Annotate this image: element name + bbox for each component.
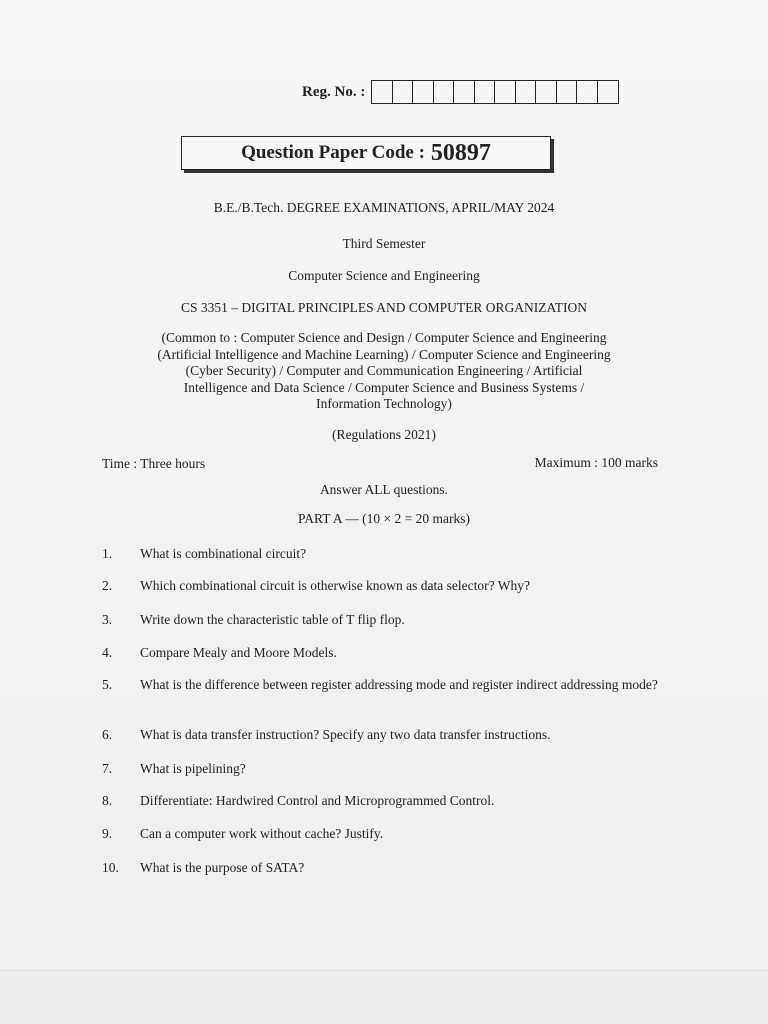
instruction: Answer ALL questions. [319,482,449,497]
question-number: 6. [102,727,113,742]
reg-no-box [536,81,557,103]
maximum-marks: Maximum : 100 marks [534,455,658,470]
question-text: What is the difference between register addressing mode and register indirect addressing mode? [140,677,658,692]
question-text: Which combinational circuit is otherwise known as data selector? Why? [140,578,530,593]
question-text: Write down the characteristic table of T flip flop. [140,612,405,627]
department: Computer Science and Engineering [288,268,480,283]
common-line: (Common to : Computer Science and Design / Computer Science and Engineering [161,330,607,345]
page-fold-line [0,970,768,971]
question-item [102,825,672,842]
reg-no-box [434,81,455,103]
question-item [102,792,672,809]
question-item [102,545,672,562]
question-text: Can a computer work without cache? Justify. [140,826,384,841]
question-text: What is the purpose of SATA? [140,860,305,875]
question-number: 5. [102,677,113,692]
semester: Third Semester [342,236,426,251]
regulations: (Regulations 2021) [332,427,436,442]
question-number: 10. [102,860,119,875]
question-item [102,726,672,743]
exam-title: B.E./B.Tech. DEGREE EXAMINATIONS, APRIL/MAY 2024 [213,200,555,215]
reg-no-label: Reg. No. : [302,83,366,100]
question-number: 1. [102,546,113,561]
reg-no-box [393,81,414,103]
question-item [102,644,672,661]
reg-no-box [454,81,475,103]
reg-no-box [557,81,578,103]
question-item [102,676,672,693]
question-item [102,577,672,594]
reg-no-field [302,80,619,104]
question-item [102,859,672,876]
part-a-heading: PART A — (10 × 2 = 20 marks) [298,511,470,526]
course-title: CS 3351 – DIGITAL PRINCIPLES AND COMPUTER ORGANIZATION [180,300,588,315]
reg-no-box [577,81,598,103]
reg-no-box [495,81,516,103]
time-allowed: Time : Three hours [102,456,206,471]
reg-no-box [413,81,434,103]
reg-no-box [516,81,537,103]
question-paper-code: 50897 [430,139,491,166]
reg-no-box [372,81,393,103]
common-line: (Cyber Security) / Computer and Communication Engineering / Artificial [185,363,583,378]
question-number: 8. [102,793,113,808]
reg-no-boxes [371,80,619,104]
question-item [102,611,672,628]
question-paper-code-box [181,136,551,170]
common-line: Intelligence and Data Science / Computer Science and Business Systems / [183,379,585,395]
question-text: What is data transfer instruction? Specify any two data transfer instructions. [140,727,551,742]
common-line: (Artificial Intelligence and Machine Learning) / Computer Science and Engineering [157,346,611,362]
question-text: What is pipelining? [140,761,246,776]
question-item [102,760,672,777]
question-number: 2. [102,578,113,593]
question-number: 3. [102,612,113,627]
question-text: Compare Mealy and Moore Models. [140,645,337,660]
question-number: 4. [102,645,113,660]
common-line: Information Technology) [316,396,452,411]
question-text: Differentiate: Hardwired Control and Microprogrammed Control. [140,793,495,808]
question-number: 7. [102,761,113,776]
question-text: What is combinational circuit? [140,546,307,561]
reg-no-box [475,81,496,103]
question-paper-code-label: Question Paper Code : [241,142,425,163]
reg-no-box [598,81,619,103]
common-to-block [100,330,668,413]
question-number: 9. [102,826,113,841]
